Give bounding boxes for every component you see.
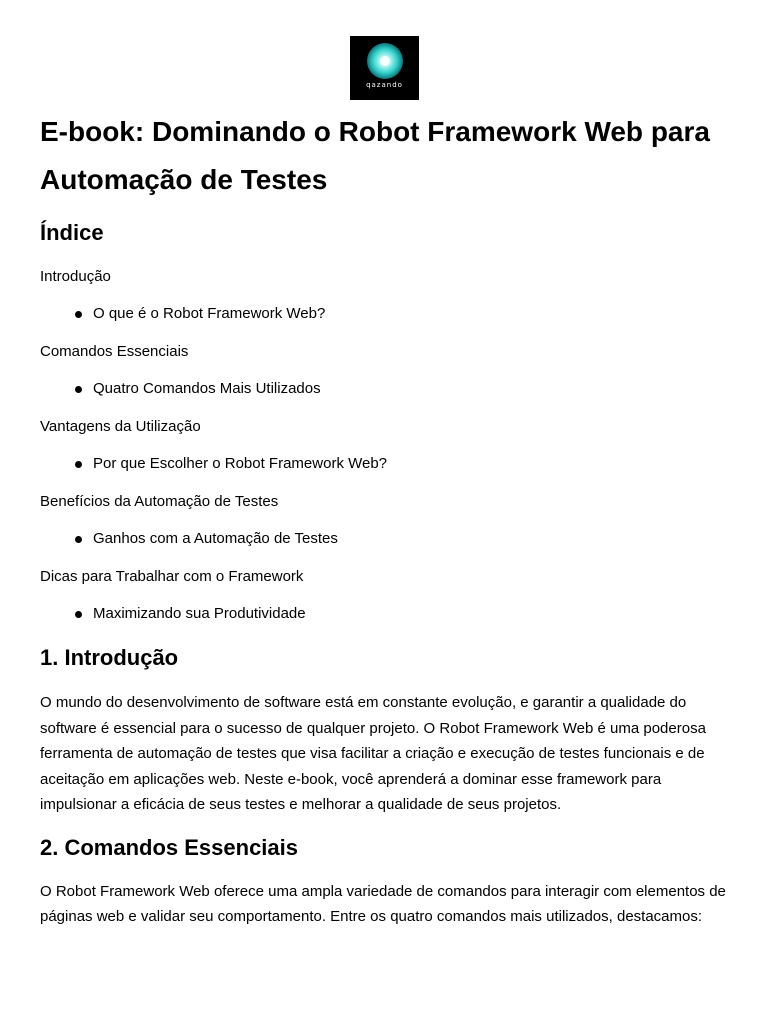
toc-section-vantagens: Vantagens da Utilização [40,418,201,435]
toc-item-label: Ganhos com a Automação de Testes [93,530,338,547]
toc-item [40,529,730,549]
toc-item [40,304,730,324]
bullet-icon [75,311,82,318]
toc-sublist [40,454,730,474]
qazando-logo [350,36,419,100]
toc-item [40,454,730,474]
toc-item-label: Quatro Comandos Mais Utilizados [93,380,321,397]
toc-sublist [40,529,730,549]
bullet-icon [75,461,82,468]
logo-brand-text: qazando [366,81,403,89]
bullet-icon [75,536,82,543]
table-of-contents [40,267,730,624]
toc-item [40,604,730,624]
toc-section-introducao: Introdução [40,268,111,285]
toc-section-comandos: Comandos Essenciais [40,343,189,360]
toc-item-label: O que é o Robot Framework Web? [93,305,326,322]
section-paragraph-introducao: O mundo do desenvolvimento de software está em constante evolução, e garantir a qualidade do software é essencial para o sucesso de qualquer projeto. O Robot Framework Web é uma poderosa ferramenta de automação de testes que visa facilitar a criação e execução de testes funcionais e de aceitação em aplicações web. Neste e-book, você aprenderá a dominar esse framework para impulsionar a eficácia de seus testes e melhorar a qualidade de seus projetos. [40,694,706,813]
section-paragraph-comandos: O Robot Framework Web oferece uma ampla variedade de comandos para interagir com elementos de páginas web e validar seu comportamento. Entre os quatro comandos mais utilizados, destacamos: [40,882,726,925]
toc-sublist [40,304,730,324]
toc-sublist [40,604,730,624]
toc-item [40,379,730,399]
bullet-icon [75,611,82,618]
section-heading-introducao: 1. Introdução [40,645,179,670]
toc-sublist [40,379,730,399]
toc-section-beneficios: Benefícios da Automação de Testes [40,493,279,510]
orb-logo-icon [367,43,403,79]
toc-item-label: Por que Escolher o Robot Framework Web? [93,455,388,472]
toc-item-label: Maximizando sua Produtividade [93,605,306,622]
page-title: E-book: Dominando o Robot Framework Web para Automação de Testes [40,116,710,195]
toc-heading: Índice [40,220,104,245]
toc-section-dicas: Dicas para Trabalhar com o Framework [40,568,304,585]
bullet-icon [75,386,82,393]
section-heading-comandos: 2. Comandos Essenciais [40,834,298,860]
document-body [40,108,730,930]
